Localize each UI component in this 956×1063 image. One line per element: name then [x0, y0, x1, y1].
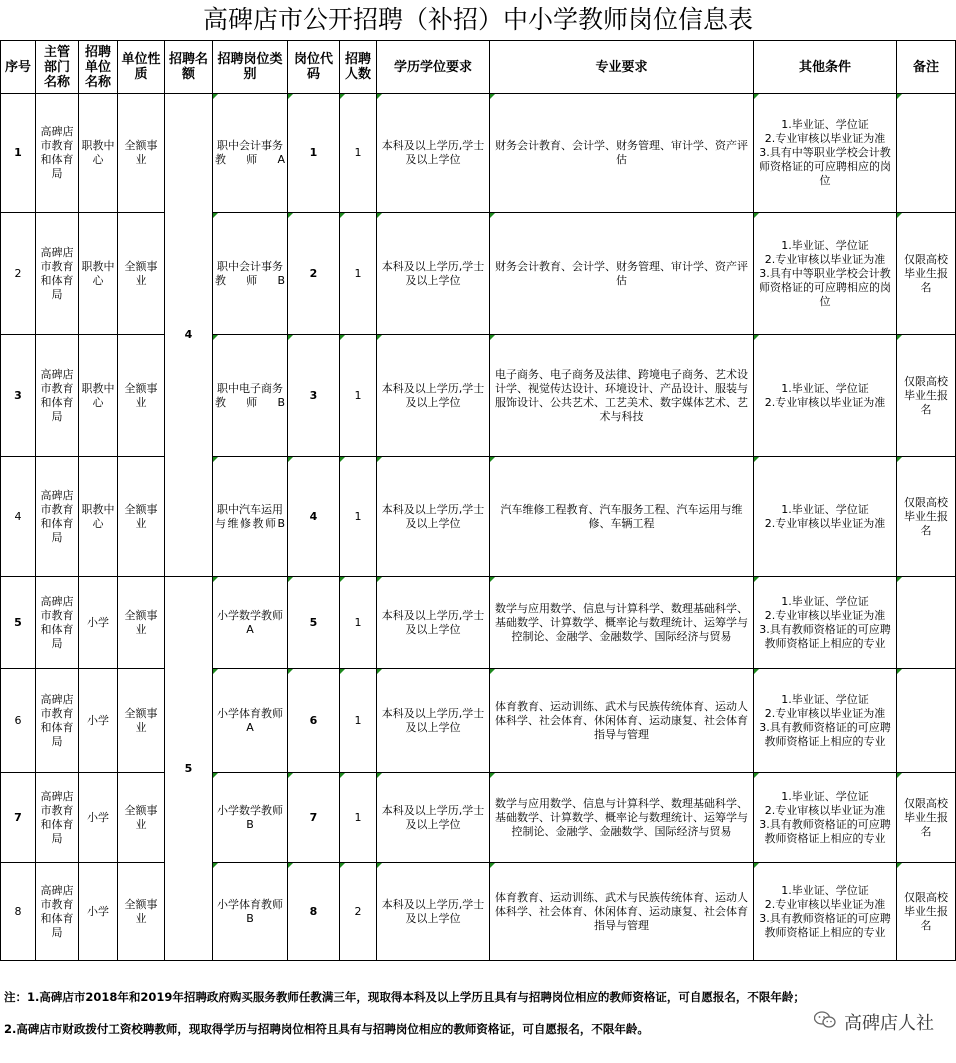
cell-edu: 本科及以上学历,学士及以上学位 — [377, 335, 490, 457]
header-dept: 主管部门名称 — [36, 41, 79, 94]
cell-code: 6 — [288, 669, 340, 773]
cell-code: 3 — [288, 335, 340, 457]
cell-major: 财务会计教育、会计学、财务管理、审计学、资产评估 — [490, 213, 754, 335]
cell-major: 体育教育、运动训练、武术与民族传统体育、运动人体科学、社会体育、休闲体育、运动康复、社会体育指导与管理 — [490, 669, 754, 773]
table-row — [1, 863, 956, 961]
cell-major: 财务会计教育、会计学、财务管理、审计学、资产评估 — [490, 94, 754, 213]
cell-note: 仅限高校毕业生报名 — [897, 213, 956, 335]
cell-other: 1.毕业证、学位证 2.专业审核以毕业证为准 3.具有教师资格证的可应聘教师资格证上相应的专业 — [754, 863, 897, 961]
header-quota: 招聘名额 — [165, 41, 213, 94]
cell-seq: 7 — [1, 773, 36, 863]
header-unit: 招聘单位名称 — [79, 41, 118, 94]
cell-major: 数学与应用数学、信息与计算科学、数理基础科学、基础数学、计算数学、概率论与数理统计、运筹学与控制论、金融学、金融数学、国际经济与贸易 — [490, 773, 754, 863]
cell-post: 小学体育教师B — [213, 863, 288, 961]
cell-unit: 职教中心 — [79, 457, 118, 577]
cell-dept: 高碑店市教育和体育局 — [36, 457, 79, 577]
cell-post: 职中汽车运用与维修教师B — [213, 457, 288, 577]
cell-edu: 本科及以上学历,学士及以上学位 — [377, 457, 490, 577]
table-row — [1, 94, 956, 213]
cell-count: 1 — [340, 94, 377, 213]
cell-other: 1.毕业证、学位证 2.专业审核以毕业证为准 — [754, 457, 897, 577]
cell-nature: 全额事业 — [118, 457, 165, 577]
cell-code: 4 — [288, 457, 340, 577]
cell-code: 5 — [288, 577, 340, 669]
cell-seq: 4 — [1, 457, 36, 577]
header-note: 备注 — [897, 41, 956, 94]
watermark — [844, 1009, 934, 1035]
cell-seq: 1 — [1, 94, 36, 213]
cell-post: 职中电子商务教师B — [213, 335, 288, 457]
header-other: 其他条件 — [754, 41, 897, 94]
cell-note: 仅限高校毕业生报名 — [897, 457, 956, 577]
cell-dept: 高碑店市教育和体育局 — [36, 669, 79, 773]
table-row — [1, 669, 956, 773]
cell-major: 电子商务、电子商务及法律、跨境电子商务、艺术设计学、视觉传达设计、环境设计、产品设计、服装与服饰设计、公共艺术、工艺美术、数字媒体艺术、艺术与科技 — [490, 335, 754, 457]
table-row — [1, 577, 956, 669]
cell-nature: 全额事业 — [118, 335, 165, 457]
header-major: 专业要求 — [490, 41, 754, 94]
cell-unit: 小学 — [79, 577, 118, 669]
cell-count: 1 — [340, 669, 377, 773]
cell-edu: 本科及以上学历,学士及以上学位 — [377, 577, 490, 669]
cell-count: 1 — [340, 335, 377, 457]
cell-unit: 职教中心 — [79, 213, 118, 335]
cell-unit: 小学 — [79, 863, 118, 961]
cell-note — [897, 577, 956, 669]
table-row — [1, 335, 956, 457]
cell-seq: 8 — [1, 863, 36, 961]
cell-dept: 高碑店市教育和体育局 — [36, 94, 79, 213]
cell-dept: 高碑店市教育和体育局 — [36, 213, 79, 335]
header-seq: 序号 — [1, 41, 36, 94]
cell-note — [897, 669, 956, 773]
header-nature: 单位性质 — [118, 41, 165, 94]
footnote-2: 2.高碑店市财政拨付工资校聘教师，现取得学历与招聘岗位相符且具有与招聘岗位相应的教师资格证，可自愿报名，不限年龄。 — [4, 1022, 649, 1036]
cell-post: 小学体育教师A — [213, 669, 288, 773]
cell-edu: 本科及以上学历,学士及以上学位 — [377, 773, 490, 863]
cell-other: 1.毕业证、学位证 2.专业审核以毕业证为准 3.具有教师资格证的可应聘教师资格证上相应的专业 — [754, 669, 897, 773]
cell-code: 2 — [288, 213, 340, 335]
cell-other: 1.毕业证、学位证 2.专业审核以毕业证为准 3.具有中等职业学校会计教师资格证的可应聘相应的岗位 — [754, 213, 897, 335]
cell-seq: 2 — [1, 213, 36, 335]
cell-code: 8 — [288, 863, 340, 961]
cell-count: 1 — [340, 213, 377, 335]
cell-count: 1 — [340, 457, 377, 577]
cell-note — [897, 94, 956, 213]
cell-code: 7 — [288, 773, 340, 863]
header-post: 招聘岗位类别 — [213, 41, 288, 94]
table-row — [1, 213, 956, 335]
cell-nature: 全额事业 — [118, 94, 165, 213]
cell-unit: 小学 — [79, 669, 118, 773]
cell-seq: 5 — [1, 577, 36, 669]
cell-nature: 全额事业 — [118, 773, 165, 863]
cell-post: 职中会计事务教师B — [213, 213, 288, 335]
cell-quota-group: 5 — [165, 577, 213, 961]
cell-dept: 高碑店市教育和体育局 — [36, 335, 79, 457]
cell-major: 汽车维修工程教育、汽车服务工程、汽车运用与维修、车辆工程 — [490, 457, 754, 577]
footnote-1: 注：1.高碑店市2018年和2019年招聘政府购买服务教师任教满三年，现取得本科及以上学历且具有与招聘岗位相应的教师资格证，可自愿报名，不限年龄； — [4, 990, 805, 1004]
cell-other: 1.毕业证、学位证 2.专业审核以毕业证为准 3.具有教师资格证的可应聘教师资格证上相应的专业 — [754, 577, 897, 669]
cell-quota-group: 4 — [165, 94, 213, 577]
header-count: 招聘人数 — [340, 41, 377, 94]
cell-major: 数学与应用数学、信息与计算科学、数理基础科学、基础数学、计算数学、概率论与数理统计、运筹学与控制论、金融学、金融数学、国际经济与贸易 — [490, 577, 754, 669]
cell-post: 小学数学教师B — [213, 773, 288, 863]
cell-dept: 高碑店市教育和体育局 — [36, 773, 79, 863]
positions-table — [0, 40, 956, 961]
header-row — [1, 41, 956, 94]
cell-post: 职中会计事务教师A — [213, 94, 288, 213]
wechat-icon — [814, 1011, 836, 1029]
cell-unit: 职教中心 — [79, 335, 118, 457]
cell-note: 仅限高校毕业生报名 — [897, 335, 956, 457]
page-title: 高碑店市公开招聘（补招）中小学教师岗位信息表 — [202, 5, 753, 34]
table-row — [1, 457, 956, 577]
header-code: 岗位代码 — [288, 41, 340, 94]
cell-other: 1.毕业证、学位证 2.专业审核以毕业证为准 — [754, 335, 897, 457]
cell-edu: 本科及以上学历,学士及以上学位 — [377, 94, 490, 213]
footnotes — [0, 960, 956, 1063]
cell-seq: 3 — [1, 335, 36, 457]
cell-other: 1.毕业证、学位证 2.专业审核以毕业证为准 3.具有教师资格证的可应聘教师资格证上相应的专业 — [754, 773, 897, 863]
watermark-text: 高碑店人社 — [844, 1013, 934, 1034]
cell-unit: 职教中心 — [79, 94, 118, 213]
cell-post: 小学数学教师A — [213, 577, 288, 669]
table-row — [1, 773, 956, 863]
cell-count: 1 — [340, 577, 377, 669]
cell-edu: 本科及以上学历,学士及以上学位 — [377, 669, 490, 773]
cell-note: 仅限高校毕业生报名 — [897, 863, 956, 961]
cell-count: 2 — [340, 863, 377, 961]
header-edu: 学历学位要求 — [377, 41, 490, 94]
cell-dept: 高碑店市教育和体育局 — [36, 577, 79, 669]
cell-edu: 本科及以上学历,学士及以上学位 — [377, 213, 490, 335]
cell-major: 体育教育、运动训练、武术与民族传统体育、运动人体科学、社会体育、休闲体育、运动康复、社会体育指导与管理 — [490, 863, 754, 961]
cell-dept: 高碑店市教育和体育局 — [36, 863, 79, 961]
cell-unit: 小学 — [79, 773, 118, 863]
cell-seq: 6 — [1, 669, 36, 773]
cell-nature: 全额事业 — [118, 669, 165, 773]
cell-nature: 全额事业 — [118, 577, 165, 669]
cell-count: 1 — [340, 773, 377, 863]
cell-note: 仅限高校毕业生报名 — [897, 773, 956, 863]
cell-edu: 本科及以上学历,学士及以上学位 — [377, 863, 490, 961]
cell-code: 1 — [288, 94, 340, 213]
cell-nature: 全额事业 — [118, 863, 165, 961]
cell-nature: 全额事业 — [118, 213, 165, 335]
cell-other: 1.毕业证、学位证 2.专业审核以毕业证为准 3.具有中等职业学校会计教师资格证的可应聘相应的岗位 — [754, 94, 897, 213]
